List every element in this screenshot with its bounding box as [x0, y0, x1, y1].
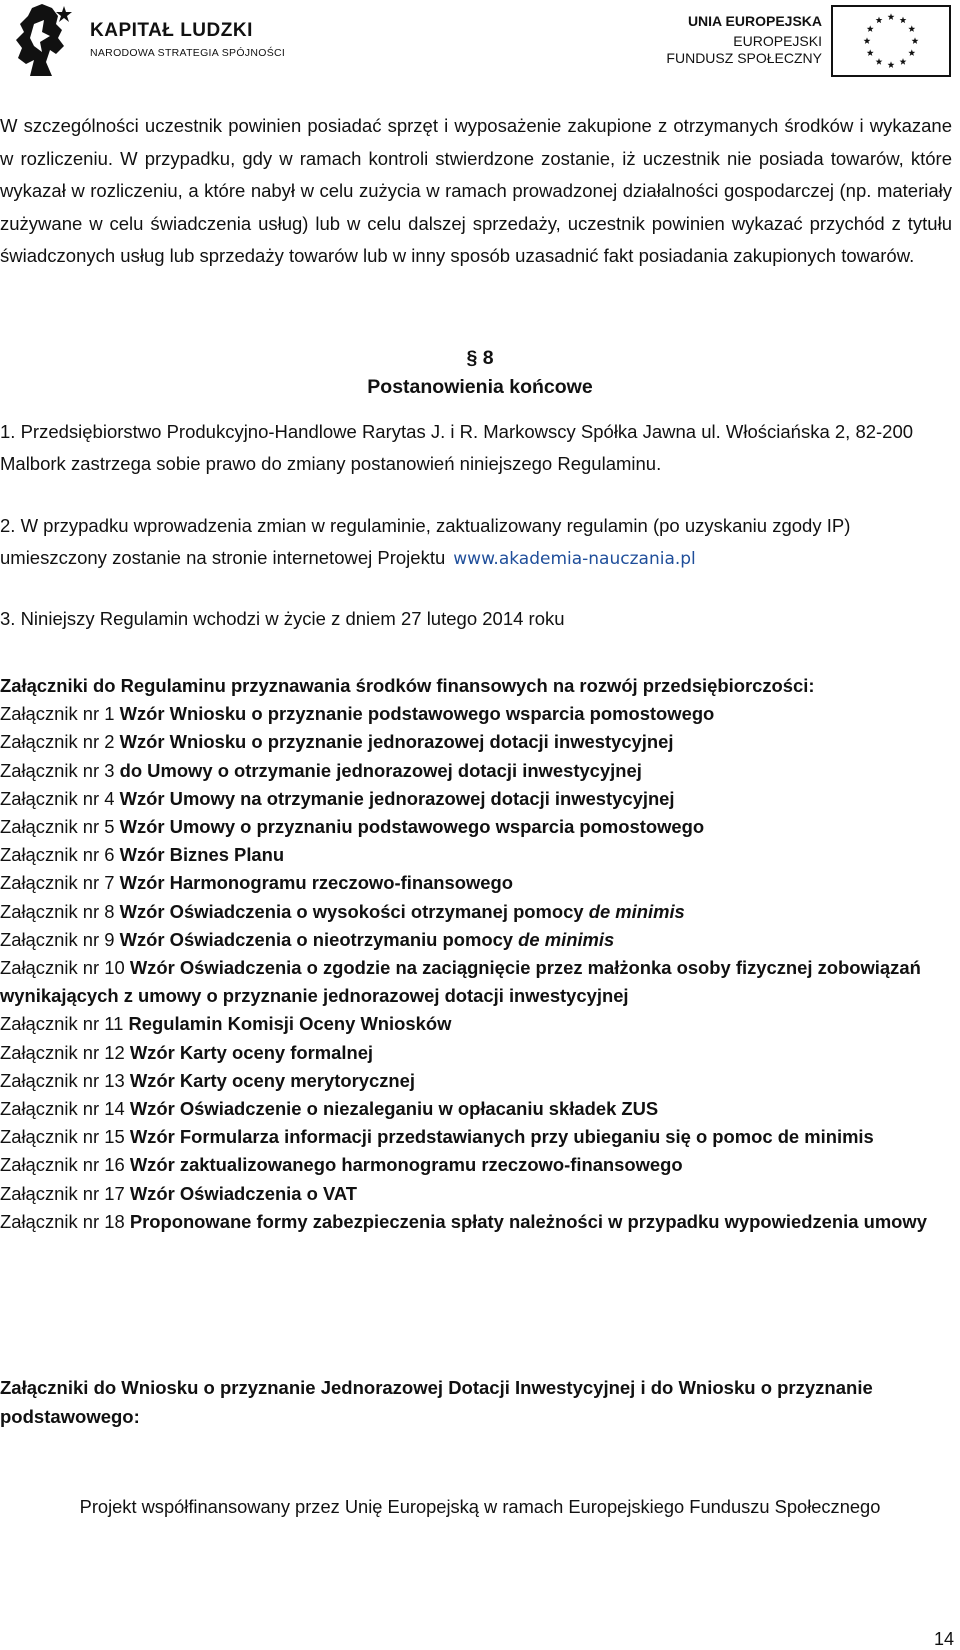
attachment-title: Wzór Oświadczenia o VAT	[129, 1182, 358, 1204]
attachment-label: Załącznik nr 7	[0, 872, 115, 894]
attachment-item	[0, 1095, 950, 1123]
eu-logo-line2: EUROPEJSKI	[733, 33, 822, 49]
attachment-item	[0, 926, 950, 954]
attachment-title: Wzór Wniosku o przyznanie jednorazowej dotacji inwestycyjnej	[119, 731, 674, 753]
provision-3-text: 3. Niniejszy Regulamin wchodzi w życie z dniem 27 lutego 2014 roku	[0, 608, 565, 629]
attachment-label: Załącznik nr 9	[0, 928, 115, 950]
attachment-item	[0, 813, 950, 841]
attachment-item	[0, 757, 950, 785]
attachment-title: Wzór Karty oceny merytorycznej	[129, 1069, 415, 1091]
kapital-ludzki-logo	[10, 2, 286, 78]
attachment-title: Wzór Umowy o przyznaniu podstawowego wsparcia pomostowego	[119, 816, 705, 838]
eu-logo-line1: UNIA EUROPEJSKA	[687, 13, 822, 29]
attachment-label: Załącznik nr 2	[0, 731, 115, 753]
provision-1-text: 1. Przedsiębiorstwo Produkcyjno-Handlowe Rarytas J. i R. Markowscy Spółka Jawna ul. Włościańska 2, 82-200 Malbork zastrzega sobie prawo do zmiany postanowień niniejszego Regulaminu.	[0, 421, 914, 474]
attachment-item	[0, 1180, 950, 1208]
provision-1	[0, 416, 950, 480]
attachment-item	[0, 1067, 950, 1095]
attachment-title: Wzór Oświadczenia o nieotrzymaniu pomocy	[119, 928, 514, 950]
attachment-item	[0, 1010, 950, 1038]
attachment-title: Wzór Oświadczenia o zgodzie na zaciągnięcie przez małżonka osoby fizycznej zobowiązań wynikających z umowy o przyznanie jednorazowej dotacji inwestycyjnej	[0, 957, 921, 1007]
attachment-title: Wzór Oświadczenie o niezaleganiu w opłacaniu składek ZUS	[129, 1098, 659, 1120]
eu-logo-line3: FUNDUSZ SPOŁECZNY	[666, 50, 822, 66]
attachment-label: Załącznik nr 8	[0, 900, 115, 922]
attachment-item	[0, 1151, 950, 1179]
section-title: Postanowienia końcowe	[367, 376, 593, 398]
attachment-title: Wzór Biznes Planu	[119, 844, 285, 866]
body-paragraph	[0, 110, 952, 273]
attachment-label: Załącznik nr 16	[0, 1154, 125, 1176]
attachment-label: Załącznik nr 4	[0, 787, 115, 809]
closing-heading: Załączniki do Wniosku o przyznanie Jednorazowej Dotacji Inwestycyjnej i do Wniosku o przyznanie podstawowego:	[0, 1377, 873, 1427]
page-number: 14	[933, 1629, 954, 1649]
attachment-label: Załącznik nr 10	[0, 957, 125, 979]
attachment-label: Załącznik nr 12	[0, 1041, 125, 1063]
provision-2-text: 2. W przypadku wprowadzenia zmian w regulaminie, zaktualizowany regulamin (po uzyskaniu zgody IP) umieszczony zostanie na stronie internetowej Projektu	[0, 515, 851, 568]
attachment-title: Wzór Karty oceny formalnej	[129, 1041, 374, 1063]
attachment-title: Wzór Oświadczenia o wysokości otrzymanej pomocy	[119, 900, 584, 922]
attachment-label: Załącznik nr 14	[0, 1098, 125, 1120]
attachment-item	[0, 785, 950, 813]
attachments-heading: Załączniki do Regulaminu przyznawania środków finansowych na rozwój przedsiębiorczości:	[0, 675, 815, 696]
eu-flag-icon	[831, 5, 951, 77]
attachment-title: Wzór Formularza informacji przedstawianych przy ubieganiu się o pomoc de minimis	[129, 1126, 874, 1148]
kapital-ludzki-subtitle: NARODOWA STRATEGIA SPÓJNOŚCI	[90, 47, 286, 59]
eu-logo	[666, 5, 956, 80]
attachment-title: Wzór Umowy na otrzymanie jednorazowej dotacji inwestycyjnej	[119, 787, 675, 809]
attachment-item	[0, 1039, 950, 1067]
attachment-label: Załącznik nr 3	[0, 759, 115, 781]
attachment-title: Proponowane formy zabezpieczenia spłaty należności w przypadku wypowiedzenia umowy	[129, 1210, 927, 1232]
section-number: § 8	[466, 347, 494, 369]
attachment-item	[0, 841, 950, 869]
provision-3	[0, 603, 950, 635]
attachment-item	[0, 700, 950, 728]
attachment-label: Załącznik nr 17	[0, 1182, 125, 1204]
attachment-label: Załącznik nr 11	[0, 1013, 124, 1035]
attachment-label: Załącznik nr 13	[0, 1069, 125, 1091]
attachment-title: Regulamin Komisji Oceny Wniosków	[128, 1013, 452, 1035]
attachment-title: do Umowy o otrzymanie jednorazowej dotacji inwestycyjnej	[119, 759, 642, 781]
kapital-ludzki-emblem-icon	[12, 2, 72, 78]
kapital-ludzki-title: KAPITAŁ LUDZKI	[90, 20, 253, 41]
page-header	[0, 0, 960, 84]
attachment-title: Wzór Wniosku o przyznanie podstawowego wsparcia pomostowego	[119, 703, 715, 725]
attachment-item	[0, 1208, 950, 1236]
page-footer: Projekt współfinansowany przez Unię Europejską w ramach Europejskiego Funduszu Społecznego	[79, 1496, 881, 1517]
section-heading	[0, 344, 960, 402]
attachment-title-italic: de minimis	[588, 900, 685, 922]
attachment-item	[0, 954, 950, 1010]
attachments-list	[0, 672, 950, 1236]
attachment-label: Załącznik nr 18	[0, 1210, 125, 1232]
attachment-title: Wzór Harmonogramu rzeczowo-finansowego	[119, 872, 513, 894]
attachment-item	[0, 1123, 950, 1151]
provision-2	[0, 510, 950, 575]
attachment-label: Załącznik nr 6	[0, 844, 115, 866]
attachment-label: Załącznik nr 1	[0, 703, 115, 725]
project-website-link[interactable]: www.akademia-nauczania.pl	[453, 549, 696, 569]
attachment-label: Załącznik nr 5	[0, 816, 115, 838]
body-paragraph-text: W szczególności uczestnik powinien posiadać sprzęt i wyposażenie zakupione z otrzymanych środków i wykazane w rozliczeniu. W przypadku, gdy w ramach kontroli stwierdzone zostanie, iż uczestnik nie posiada towarów, które wykazał w rozliczeniu, a które nabył w celu zużycia w ramach prowadzonej działalności gospodarczej (np. materiały zużywane w celu świadczenia usług) lub w celu dalszej sprzedaży, uczestnik powinien wykazać przychód z tytułu świadczonych usług lub sprzedaży towarów lub w inny sposób uzasadnić fakt posiadania zakupionych towarów.	[0, 115, 952, 267]
attachment-item	[0, 898, 950, 926]
attachment-title: Wzór zaktualizowanego harmonogramu rzeczowo-finansowego	[129, 1154, 683, 1176]
attachment-item	[0, 728, 950, 756]
attachment-label: Załącznik nr 15	[0, 1126, 125, 1148]
attachment-item	[0, 869, 950, 897]
attachment-title-italic: de minimis	[518, 928, 615, 950]
